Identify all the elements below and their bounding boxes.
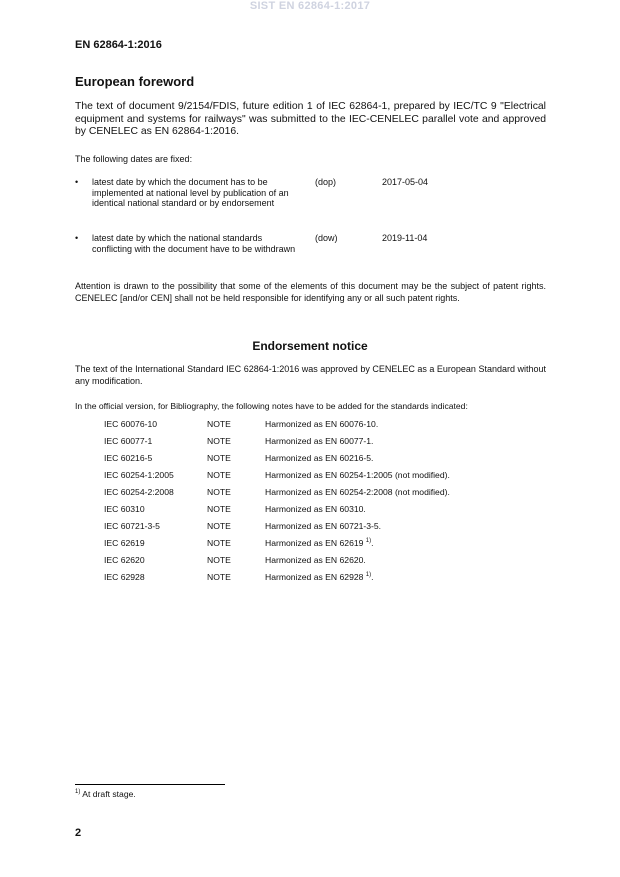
note-harmonized-text: Harmonized as EN 60216-5. — [265, 453, 374, 463]
note-row — [104, 487, 524, 504]
foreword-intro: The text of document 9/2154/FDIS, future edition 1 of IEC 62864-1, prepared by IEC/TC 9 "Electrical equipment and systems for railways" was submitted to the IEC-CENELEC parallel vote and approved by CENELEC as EN 62864-1:2016. — [75, 101, 546, 138]
footnote-marker: 1) — [75, 789, 81, 796]
note-harmonized — [265, 521, 381, 531]
note-harmonized — [265, 487, 450, 497]
note-row — [104, 419, 524, 436]
footnote-reference: 1) — [365, 572, 372, 579]
endorsement-text: The text of the International Standard IEC 62864-1:2016 was approved by CENELEC as a European Standard without any modification. — [75, 364, 546, 386]
note-label: NOTE — [207, 436, 231, 446]
note-harmonized — [265, 470, 450, 480]
note-harmonized — [265, 419, 378, 429]
note-harmonized-text: Harmonized as EN 62620. — [265, 555, 366, 565]
note-label: NOTE — [207, 419, 231, 429]
note-harmonized — [265, 555, 366, 565]
note-standard: IEC 60216-5 — [104, 453, 153, 463]
date-description: latest date by which the document has to be implemented at national level by publication of an identical national standard or by endorsement — [92, 177, 289, 209]
note-harmonized-text: Harmonized as EN 60721-3-5. — [265, 521, 382, 531]
note-harmonized-text: Harmonized as EN 62619 — [265, 538, 364, 548]
note-standard: IEC 60077-1 — [104, 436, 153, 446]
document-id: EN 62864-1:2016 — [75, 39, 162, 51]
notes-intro: In the official version, for Bibliography, the following notes have to be added for the standards indicated: — [75, 401, 468, 411]
note-row — [104, 504, 524, 521]
date-abbreviation: (dop) — [315, 177, 337, 187]
note-harmonized-end: . — [371, 538, 374, 548]
note-harmonized-text: Harmonized as EN 60254-1:2005 (not modified). — [265, 470, 450, 480]
note-row — [104, 572, 524, 589]
date-item-dop — [75, 177, 555, 233]
footnote — [75, 789, 136, 799]
note-row — [104, 538, 524, 555]
note-standard: IEC 60254-1:2005 — [104, 470, 174, 480]
bullet: • — [75, 177, 79, 187]
date-description: latest date by which the national standards conflicting with the document have to be withdrawn — [92, 233, 296, 254]
endorsement-heading: Endorsement notice — [252, 339, 368, 353]
notes-table — [104, 419, 524, 589]
note-label: NOTE — [207, 538, 231, 548]
date-item-dow — [75, 233, 555, 273]
footnote-text: At draft stage. — [82, 789, 136, 799]
footnote-reference: 1) — [365, 538, 372, 545]
dates-list — [75, 177, 555, 273]
note-standard: IEC 62619 — [104, 538, 145, 548]
note-label: NOTE — [207, 572, 231, 582]
note-harmonized — [265, 572, 374, 582]
note-label: NOTE — [207, 470, 231, 480]
date-abbreviation: (dow) — [315, 233, 338, 243]
patent-attention: Attention is drawn to the possibility that some of the elements of this document may be the subject of patent rights. CENELEC [and/or CEN] shall not be held responsible for identifying any or all such patent rights. — [75, 281, 546, 303]
watermark: SIST EN 62864-1:2017 — [249, 0, 371, 12]
note-harmonized-text: Harmonized as EN 60076-10. — [265, 419, 379, 429]
note-label: NOTE — [207, 504, 231, 514]
date-value: 2019-11-04 — [382, 233, 428, 243]
date-value: 2017-05-04 — [382, 177, 429, 187]
page-number: 2 — [75, 827, 82, 839]
note-row — [104, 521, 524, 538]
note-standard: IEC 60310 — [104, 504, 145, 514]
note-label: NOTE — [207, 453, 231, 463]
note-standard: IEC 62620 — [104, 555, 145, 565]
note-row — [104, 453, 524, 470]
bullet: • — [75, 233, 79, 243]
note-standard: IEC 62928 — [104, 572, 145, 582]
note-label: NOTE — [207, 521, 231, 531]
note-row — [104, 470, 524, 487]
note-harmonized-text: Harmonized as EN 60254-2:2008 (not modified). — [265, 487, 450, 497]
dates-intro: The following dates are fixed: — [75, 154, 193, 164]
note-harmonized-text: Harmonized as EN 60310. — [265, 504, 366, 514]
note-row — [104, 555, 524, 572]
note-harmonized-text: Harmonized as EN 62928 — [265, 572, 364, 582]
note-standard: IEC 60721-3-5 — [104, 521, 160, 531]
note-standard: IEC 60076-10 — [104, 419, 158, 429]
note-harmonized-text: Harmonized as EN 60077-1. — [265, 436, 374, 446]
note-harmonized-end: . — [371, 572, 374, 582]
note-harmonized — [265, 538, 374, 548]
footnote-rule — [75, 784, 225, 785]
note-harmonized — [265, 453, 373, 463]
note-row — [104, 436, 524, 453]
note-standard: IEC 60254-2:2008 — [104, 487, 174, 497]
note-label: NOTE — [207, 555, 231, 565]
foreword-heading: European foreword — [75, 74, 195, 89]
note-harmonized — [265, 504, 366, 514]
note-label: NOTE — [207, 487, 231, 497]
note-harmonized — [265, 436, 373, 446]
